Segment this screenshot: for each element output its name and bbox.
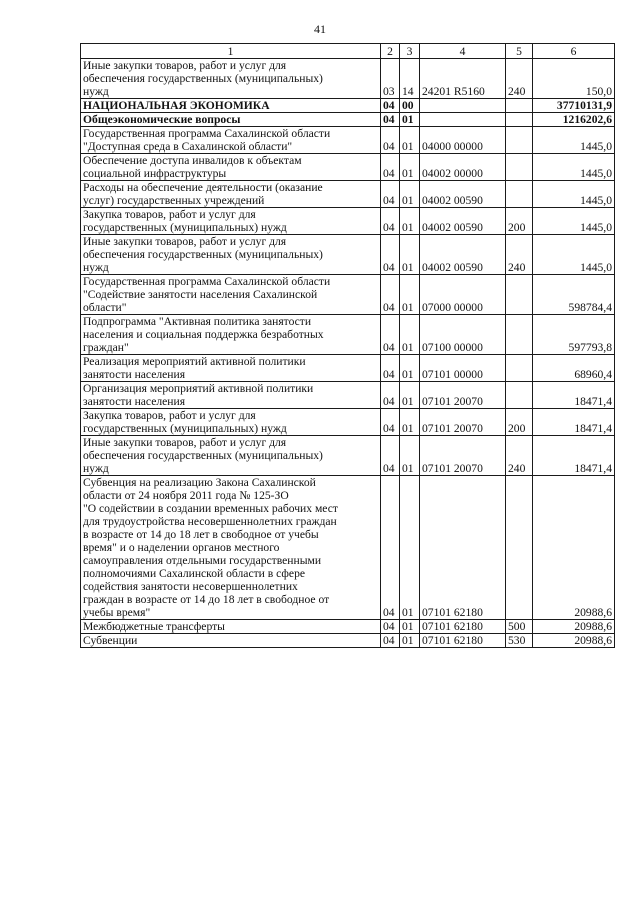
table-row (81, 315, 615, 355)
table-row (81, 181, 615, 208)
target-article-cell: 07101 20070 (420, 436, 506, 476)
expense-type-cell (506, 382, 533, 409)
item-name-cell: Иные закупки товаров, работ и услуг для обеспечения государственных (муниципальных) нужд (81, 235, 381, 275)
expense-type-cell (506, 127, 533, 154)
amount-cell: 37710131,9 (533, 99, 615, 113)
column-number: 1 (81, 44, 381, 59)
target-article-cell (420, 99, 506, 113)
table-row (81, 634, 615, 648)
section-code-cell: 04 (381, 436, 400, 476)
section-code-cell: 04 (381, 476, 400, 620)
section-code-cell: 04 (381, 154, 400, 181)
item-name-cell: Государственная программа Сахалинской области "Содействие занятости населения Сахалинской области" (81, 275, 381, 315)
target-article-cell: 07101 00000 (420, 355, 506, 382)
amount-cell: 598784,4 (533, 275, 615, 315)
section-code-cell: 04 (381, 127, 400, 154)
page-number: 41 (314, 22, 326, 36)
expense-type-cell (506, 476, 533, 620)
subsection-code-cell: 01 (400, 181, 420, 208)
expense-type-cell: 240 (506, 59, 533, 99)
section-code-cell: 04 (381, 620, 400, 634)
amount-cell: 150,0 (533, 59, 615, 99)
section-code-cell: 04 (381, 634, 400, 648)
item-name-cell: Межбюджетные трансферты (81, 620, 381, 634)
section-code-cell: 03 (381, 59, 400, 99)
target-article-cell: 07101 62180 (420, 620, 506, 634)
item-name-cell: Общеэкономические вопросы (81, 113, 381, 127)
amount-cell: 20988,6 (533, 634, 615, 648)
section-code-cell: 04 (381, 181, 400, 208)
section-code-cell: 04 (381, 315, 400, 355)
item-name-cell: Иные закупки товаров, работ и услуг для обеспечения государственных (муниципальных) нужд (81, 436, 381, 476)
expense-type-cell: 200 (506, 409, 533, 436)
amount-cell: 68960,4 (533, 355, 615, 382)
subsection-code-cell: 01 (400, 275, 420, 315)
column-number: 6 (533, 44, 615, 59)
column-number: 3 (400, 44, 420, 59)
section-code-cell: 04 (381, 113, 400, 127)
item-name-cell: Субвенция на реализацию Закона Сахалинской области от 24 ноября 2011 года № 125-ЗО "О содействии в создании временных рабочих мест для трудоустройства несовершеннолетних граждан в возрасте от 14 до 18 лет в свободное от учебы время" и о наделении органов местного самоуправления отдельными государственными полномочиями Сахалинской области в сфере содействия занятости несовершеннолетних граждан в возрасте от 14 до 18 лет в свободное от учебы время" (81, 476, 381, 620)
expense-type-cell: 530 (506, 634, 533, 648)
section-code-cell: 04 (381, 208, 400, 235)
item-name-cell: Расходы на обеспечение деятельности (оказание услуг) государственных учреждений (81, 181, 381, 208)
target-article-cell: 04002 00590 (420, 208, 506, 235)
section-code-cell: 04 (381, 382, 400, 409)
subsection-code-cell: 01 (400, 113, 420, 127)
expense-type-cell: 500 (506, 620, 533, 634)
table-row (81, 154, 615, 181)
table-row (81, 127, 615, 154)
target-article-cell: 07101 62180 (420, 476, 506, 620)
subsection-code-cell: 01 (400, 634, 420, 648)
item-name-cell: Субвенции (81, 634, 381, 648)
amount-cell: 1445,0 (533, 208, 615, 235)
target-article-cell: 07101 20070 (420, 382, 506, 409)
amount-cell: 597793,8 (533, 315, 615, 355)
section-code-cell: 04 (381, 275, 400, 315)
table-row (81, 99, 615, 113)
subsection-code-cell: 01 (400, 476, 420, 620)
expense-type-cell (506, 315, 533, 355)
subsection-code-cell: 14 (400, 59, 420, 99)
table-row (81, 620, 615, 634)
subsection-code-cell: 01 (400, 127, 420, 154)
expense-type-cell: 200 (506, 208, 533, 235)
expense-type-cell: 240 (506, 235, 533, 275)
amount-cell: 1445,0 (533, 181, 615, 208)
column-number: 2 (381, 44, 400, 59)
expense-type-cell (506, 99, 533, 113)
amount-cell: 18471,4 (533, 436, 615, 476)
target-article-cell: 04002 00590 (420, 235, 506, 275)
subsection-code-cell: 01 (400, 436, 420, 476)
item-name-cell: НАЦИОНАЛЬНАЯ ЭКОНОМИКА (81, 99, 381, 113)
expense-type-cell (506, 181, 533, 208)
target-article-cell: 07100 00000 (420, 315, 506, 355)
target-article-cell: 07101 20070 (420, 409, 506, 436)
column-number-row (81, 44, 615, 59)
amount-cell: 20988,6 (533, 620, 615, 634)
subsection-code-cell: 01 (400, 235, 420, 275)
subsection-code-cell: 01 (400, 409, 420, 436)
item-name-cell: Иные закупки товаров, работ и услуг для обеспечения государственных (муниципальных) нужд (81, 59, 381, 99)
section-code-cell: 04 (381, 355, 400, 382)
target-article-cell: 24201 R5160 (420, 59, 506, 99)
item-name-cell: Реализация мероприятий активной политики занятости населения (81, 355, 381, 382)
section-code-cell: 04 (381, 235, 400, 275)
item-name-cell: Закупка товаров, работ и услуг для государственных (муниципальных) нужд (81, 409, 381, 436)
column-number: 4 (420, 44, 506, 59)
target-article-cell: 07000 00000 (420, 275, 506, 315)
target-article-cell: 04002 00000 (420, 154, 506, 181)
amount-cell: 18471,4 (533, 382, 615, 409)
column-number: 5 (506, 44, 533, 59)
target-article-cell: 04002 00590 (420, 181, 506, 208)
subsection-code-cell: 01 (400, 154, 420, 181)
amount-cell: 1445,0 (533, 235, 615, 275)
item-name-cell: Государственная программа Сахалинской области "Доступная среда в Сахалинской области" (81, 127, 381, 154)
expense-type-cell: 240 (506, 436, 533, 476)
table-row (81, 476, 615, 620)
table-row (81, 235, 615, 275)
subsection-code-cell: 01 (400, 620, 420, 634)
item-name-cell: Обеспечение доступа инвалидов к объектам социальной инфраструктуры (81, 154, 381, 181)
expense-type-cell (506, 275, 533, 315)
table-row (81, 59, 615, 99)
item-name-cell: Закупка товаров, работ и услуг для государственных (муниципальных) нужд (81, 208, 381, 235)
item-name-cell: Подпрограмма "Активная политика занятости населения и социальная поддержка безработных граждан" (81, 315, 381, 355)
section-code-cell: 04 (381, 409, 400, 436)
table-row (81, 208, 615, 235)
expense-type-cell (506, 113, 533, 127)
expense-type-cell (506, 154, 533, 181)
table-row (81, 436, 615, 476)
target-article-cell (420, 113, 506, 127)
amount-cell: 18471,4 (533, 409, 615, 436)
table-row (81, 382, 615, 409)
target-article-cell: 07101 62180 (420, 634, 506, 648)
budget-table (80, 43, 615, 648)
subsection-code-cell: 00 (400, 99, 420, 113)
amount-cell: 1445,0 (533, 127, 615, 154)
subsection-code-cell: 01 (400, 208, 420, 235)
amount-cell: 1216202,6 (533, 113, 615, 127)
target-article-cell: 04000 00000 (420, 127, 506, 154)
expense-type-cell (506, 355, 533, 382)
item-name-cell: Организация мероприятий активной политики занятости населения (81, 382, 381, 409)
section-code-cell: 04 (381, 99, 400, 113)
subsection-code-cell: 01 (400, 382, 420, 409)
subsection-code-cell: 01 (400, 355, 420, 382)
table-row (81, 409, 615, 436)
amount-cell: 1445,0 (533, 154, 615, 181)
table-row (81, 355, 615, 382)
subsection-code-cell: 01 (400, 315, 420, 355)
table-row (81, 275, 615, 315)
table-row (81, 113, 615, 127)
amount-cell: 20988,6 (533, 476, 615, 620)
